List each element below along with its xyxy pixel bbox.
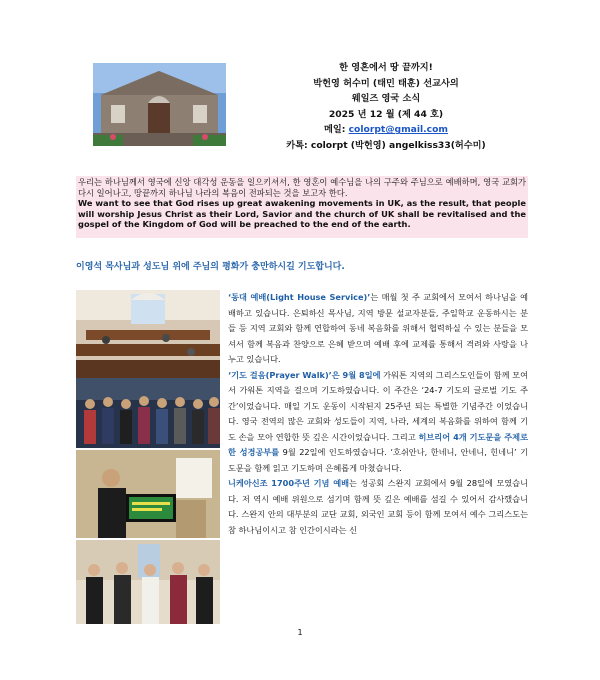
prayer-line: 이영석 목사님과 성도님 위에 주님의 평화가 충만하시길 기도합니다. bbox=[76, 262, 345, 272]
email-link[interactable]: colorpt@gmail.com bbox=[348, 124, 448, 136]
email-label: 메일: bbox=[323, 124, 349, 136]
church-interior-photo bbox=[76, 290, 220, 378]
page-number: 1 bbox=[297, 628, 303, 637]
header-line-2: 박헌영 허수미 (태민 태훈) 선교사의 bbox=[313, 77, 459, 89]
kakao-line: 카톡: colorpt (박헌영) angelkiss33(허수미) bbox=[286, 139, 486, 151]
email-line bbox=[236, 122, 536, 138]
nicaea-service-title: 니케아신조 1700주년 기념 예배 bbox=[228, 478, 350, 488]
newsletter-header bbox=[236, 60, 536, 154]
lighthouse-service-title: ‘동대 예배(Light House Service)’ bbox=[228, 292, 371, 302]
header-line-1: 한 영혼에서 땅 끝까지! bbox=[339, 62, 433, 73]
vision-statement bbox=[76, 176, 528, 238]
bible-study-title: 히브리어 4개 기도문을 주제로 한 성경공부를 bbox=[228, 431, 529, 457]
nicaea-service-text: 는 성공회 스완지 교회에서 9월 28일에 모였습니다. 저 역시 예배 위원으로 섬기며 함께 뜻 깊은 예배를 섬길 수 있어서 감사했습니다. 스완지 안의 대부분의 교단 교회, 외국인 교회 등이 함께 모여서 예수 그리스도는 참 하나님이시고 참 인간이시라는 신 bbox=[228, 478, 529, 535]
issue-date: 2025 년 12 월 (제 44 호) bbox=[328, 108, 444, 120]
prayer-walk-text: 가워톤 지역의 그리스도인들이 함께 모여서 가워톤 지역을 걸으며 기도하였습니다. 이 주간은 ‘24-7 기도의 글로벌 기도 주간’이었습니다. 매일 기도 운동이 시작된지 25주년 되는 특별한 기념주간 이었습니다. 영국 전역의 많은 교회와 성도들이 지역, 나라, 세계의 복음화를 위하여 함께 기도 손을 모아 연합한 뜻 깊은 시간이었습니다. 그리고 bbox=[228, 369, 528, 442]
header-line-3: 웨일즈 영국 소식 bbox=[351, 93, 421, 105]
prayer-walk-photo bbox=[76, 378, 220, 448]
vision-korean: 우리는 하나님께서 영국에 신앙 대각성 운동을 일으키셔서, 한 영혼이 예수님을 나의 구주와 주님으로 예배하며, 영국 교회가 다시 일어나고, 땅끝까지 하나님 나라의 복음이 전파되는 것을 보고자 한다. bbox=[78, 177, 526, 198]
news-body bbox=[228, 290, 528, 538]
nicaea-service-photo bbox=[76, 540, 220, 624]
vision-english: We want to see that God rises up great awakening movements in UK, as the result, that people will worship Jesus Christ as their Lord, Savior and the church of UK shall be revitalised and the gospel of the Kingdom of God will be preached to the end of the earth. bbox=[78, 198, 526, 230]
bible-study-photo bbox=[76, 450, 220, 538]
prayer-walk-title: ‘기도 걸음(Prayer Walk)’은 9월 8일에 bbox=[228, 369, 381, 380]
bible-study-text: 9월 22일에 인도하였습니다. ‘호쉬안나, 한네니, 안네니, 힌네니’ 기도문을 함께 읽고 기도하며 은혜롭게 마쳤습니다. bbox=[228, 447, 528, 473]
church-photo bbox=[93, 63, 226, 146]
lighthouse-service-text: 는 매월 첫 주 교회에서 모여서 하나님을 예배하고 있습니다. 은퇴하신 목사님, 지역 방문 설교자분들, 주일학교 운동하시는 분들 등 지역 교회와 함께 연합하여 동네 복음화를 위해서 협력하실 수 있는 분들을 모셔서 함께 복음과 찬양으로 은혜 받으며 예배 후에 교제를 통해서 격려와 사랑을 나누고 있습니다. bbox=[228, 292, 528, 364]
